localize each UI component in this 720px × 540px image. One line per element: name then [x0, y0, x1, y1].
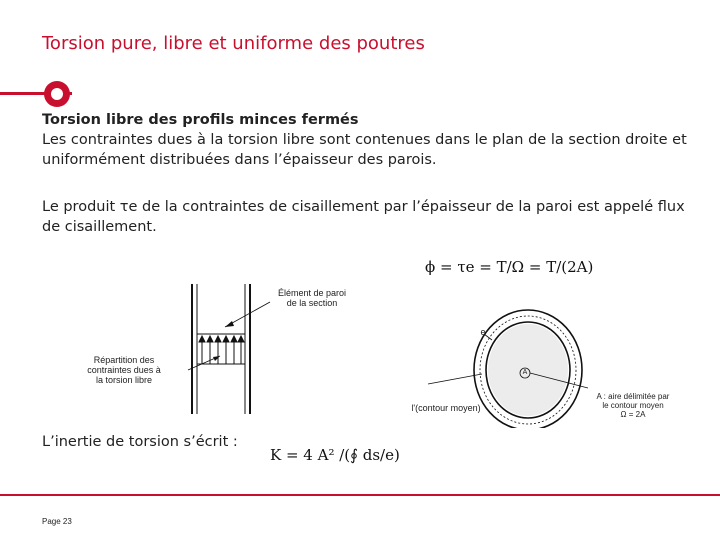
page-number: Page 23 — [42, 517, 72, 526]
flux-formula: ϕ = τe = T/Ω = T/(2A) — [425, 258, 594, 276]
area-line-3: Ω = 2A — [620, 410, 646, 419]
wall-element-label — [262, 288, 362, 308]
wall-label-line-1: Élément de paroi — [277, 288, 347, 298]
area-point-label: A — [522, 369, 528, 376]
area-line-2: le contour moyen — [602, 401, 664, 410]
distribution-line-1: Répartition des — [93, 355, 155, 365]
title-divider-line — [0, 92, 46, 95]
thickness-label: e — [480, 327, 486, 337]
paragraph-2: Le produit τe de la contraintes de cisaillement par l’épaisseur de la paroi est appelé flux de cisaillement. — [42, 199, 685, 235]
divider-ring-center — [51, 88, 63, 100]
area-definition-label — [588, 392, 678, 419]
body-block — [42, 110, 702, 170]
contour-label: l'(contour moyen) — [411, 403, 481, 413]
inertia-formula: K = 4 A² /(∮ ds/e) — [270, 446, 400, 464]
footer-line — [0, 494, 720, 496]
section-heading: Torsion libre des profils minces fermés — [42, 112, 359, 128]
distribution-line-2: contraintes dues à — [87, 365, 161, 375]
wall-label-line-2: de la section — [286, 298, 338, 308]
distribution-line-3: la torsion libre — [95, 375, 153, 385]
distribution-label — [80, 355, 168, 385]
inertia-label: L’inertie de torsion s’écrit : — [42, 434, 238, 450]
slide-title: Torsion pure, libre et uniforme des poutres — [42, 33, 425, 54]
area-line-1: A : aire délimitée par — [596, 392, 670, 401]
paragraph-1: Les contraintes dues à la torsion libre sont contenues dans le plan de la section droite et uniformément distribuées dans l’épaisseur des parois. — [42, 132, 687, 168]
